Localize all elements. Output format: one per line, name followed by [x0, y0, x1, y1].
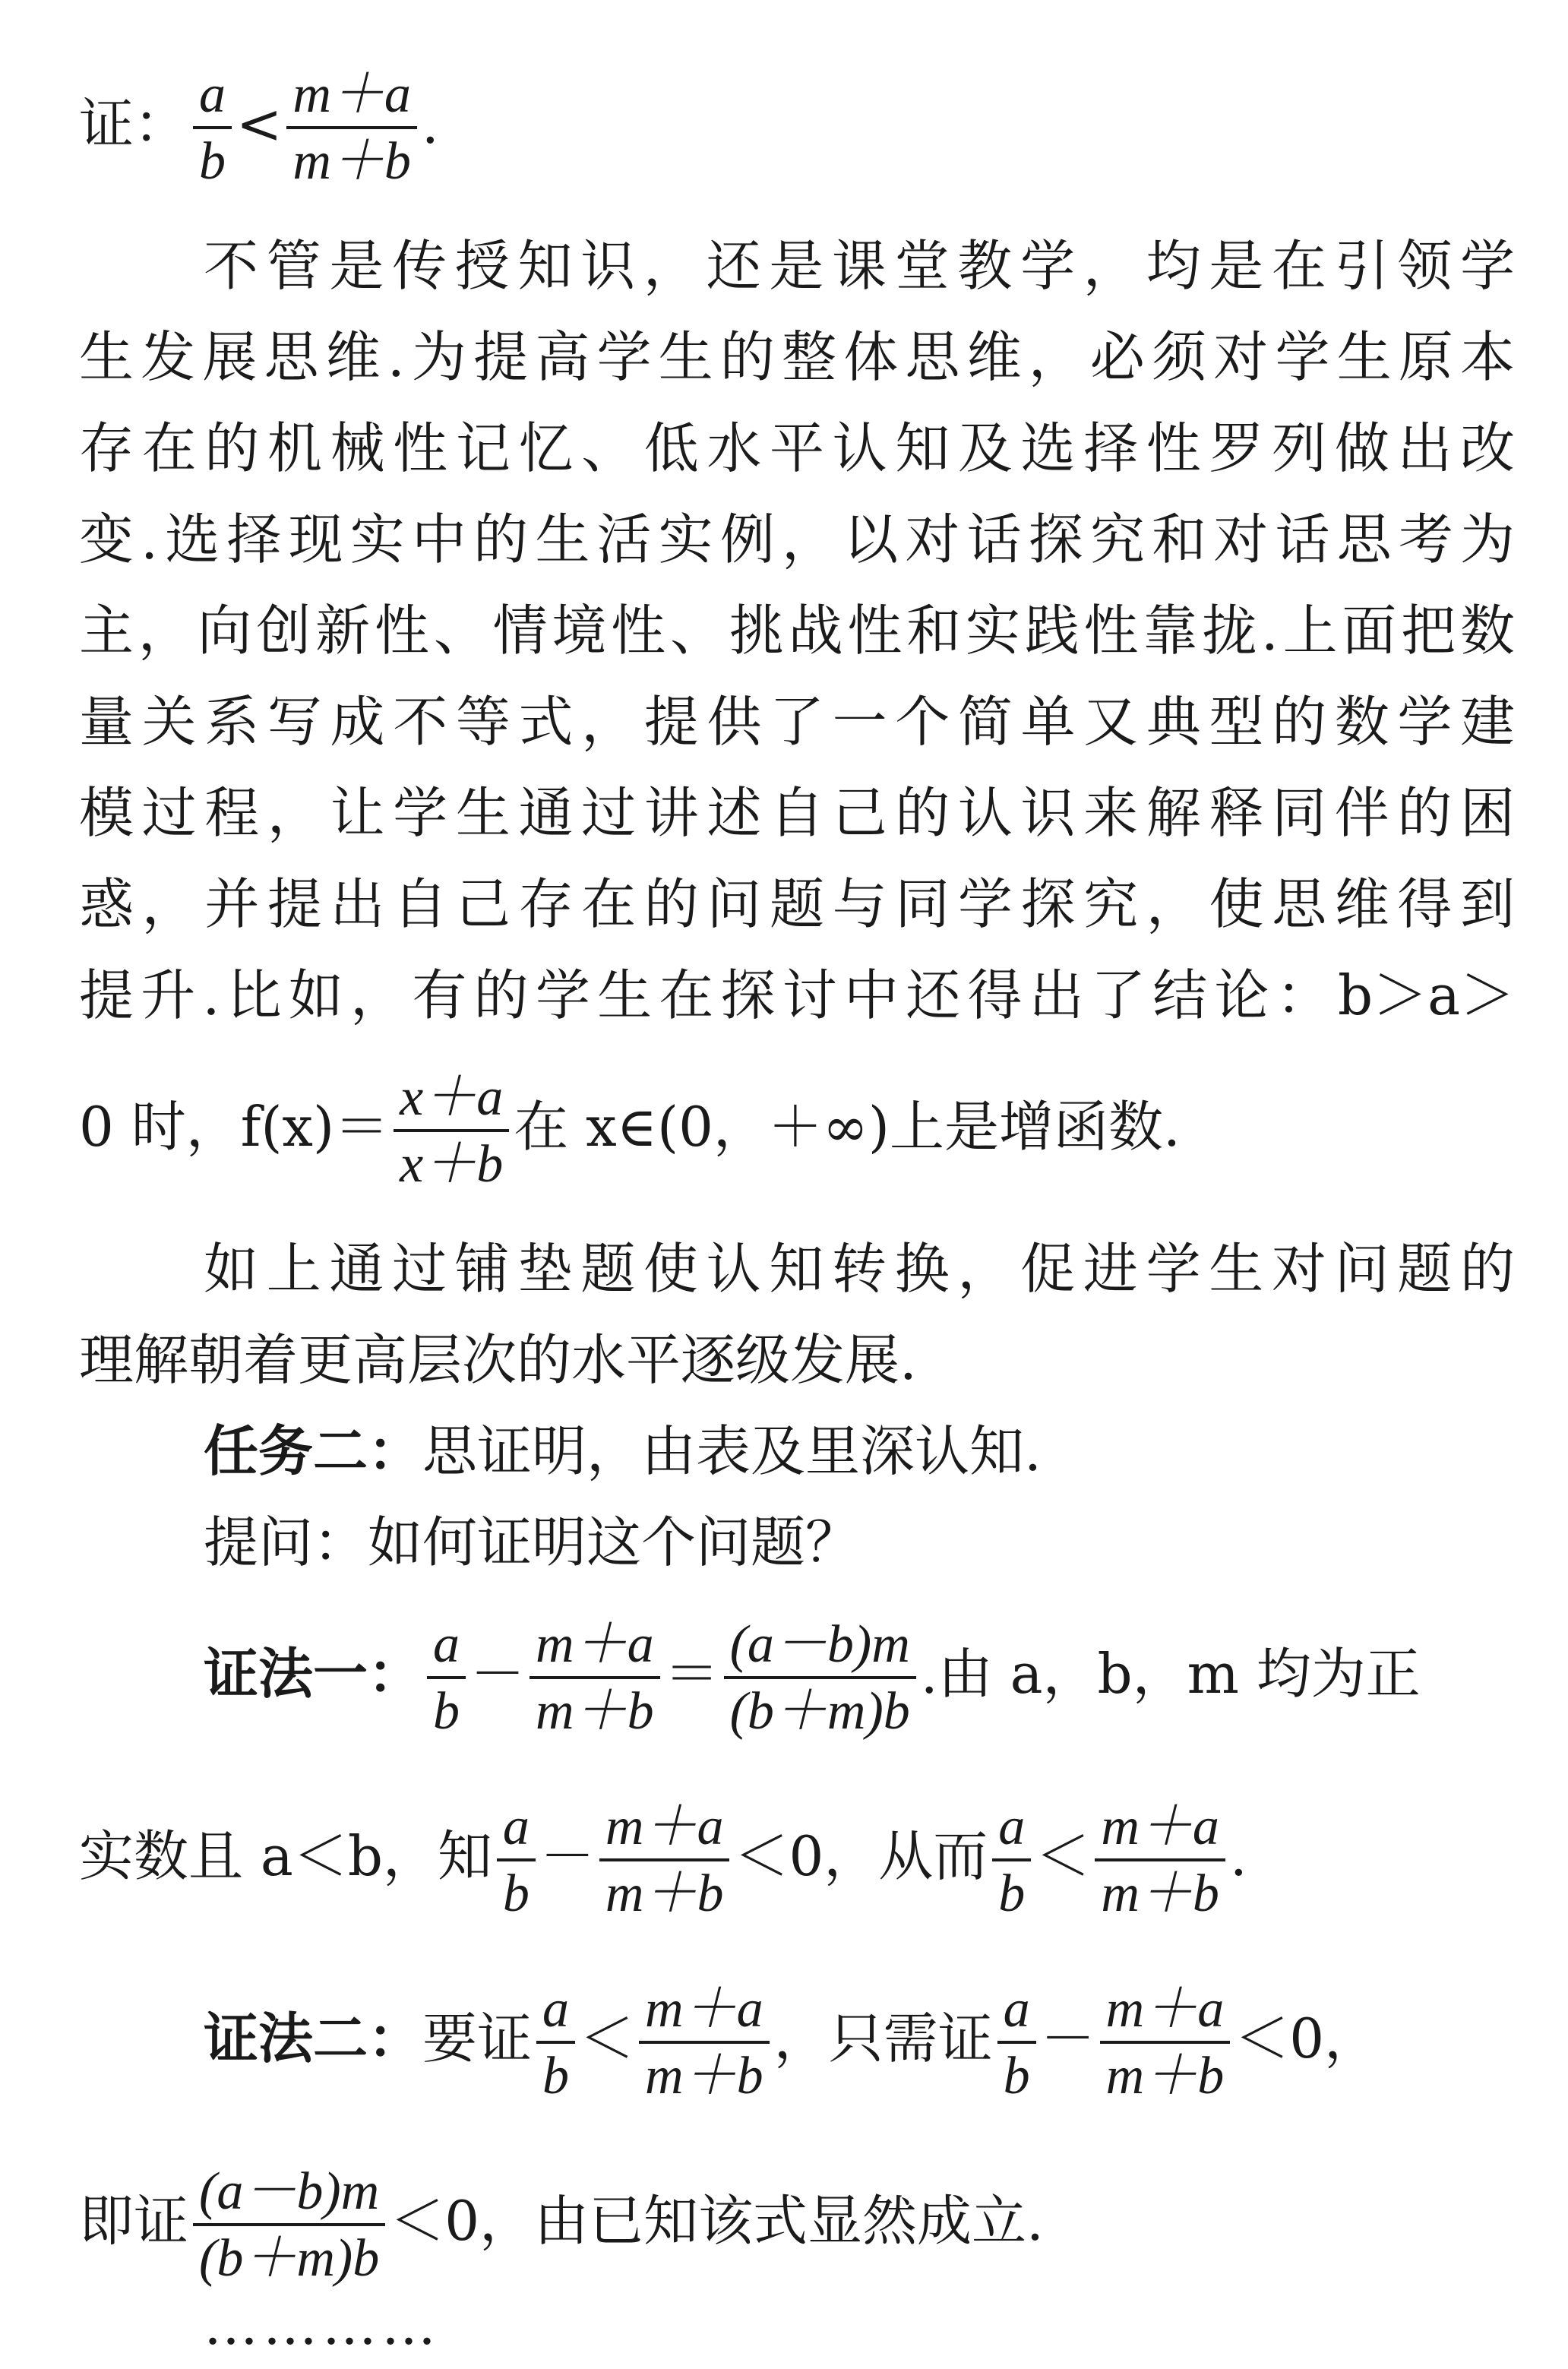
proof-label: 证法二： — [204, 2007, 423, 2070]
paragraph-line: 生发展思维.为提高学生的整体思维，必须对学生原本 — [79, 325, 1515, 389]
fraction: $\frac{m+a}{m+b}$ — [1100, 1983, 1231, 2103]
fraction: $\frac{a}{b}$ — [536, 1983, 575, 2103]
paragraph-line: 提升.比如，有的学生在探讨中还得出了结论：b＞a＞ — [79, 963, 1515, 1027]
question-line: 提问：如何证明这个问题？ — [204, 1510, 861, 1574]
paragraph-line: 如上通过铺垫题使认知转换，促进学生对问题的 — [204, 1237, 1515, 1301]
fraction: $\frac{m+a}{m+b}$ — [1095, 1801, 1225, 1921]
ellipsis: ………… — [204, 2293, 441, 2357]
label-text: 证： — [79, 92, 189, 156]
fraction: $\frac{m+a}{m+b}$ — [639, 1983, 770, 2103]
paragraph-line: 量关系写成不等式，提供了一个简单又典型的数学建 — [79, 690, 1515, 754]
fraction: $\frac{(a-b)m}{(b+m)b}$ — [724, 1618, 916, 1738]
proof-label: 证法一： — [204, 1642, 423, 1706]
paragraph-line: 主，向创新性、情境性、挑战性和实践性靠拢.上面把数 — [79, 599, 1515, 663]
proof-method-one: 证法一： $\frac{a}{b}$ － $\frac{m+a}{m+b}$ ＝ $\frac{(a-b)m}{(b+m)b}$ .由 a，b，m 均为正 — [204, 1615, 1421, 1741]
paragraph-line: 不管是传授知识，还是课堂教学，均是在引领学 — [204, 234, 1515, 298]
proof-method-one-continued: 实数且 a＜b，知 $\frac{a}{b}$ － $\frac{m+a}{m+b}$ ＜0，从而 $\frac{a}{b}$ ＜ $\frac{m+a}{m+b}$ . — [79, 1798, 1247, 1923]
task-label: 任务二： — [204, 1419, 423, 1483]
fraction: $\frac{(a-b)m}{(b+m)b}$ — [193, 2165, 385, 2285]
operator: < — [236, 92, 283, 156]
fraction: $\frac{a}{b}$ — [992, 1801, 1031, 1921]
paragraph-line: 惑，并提出自己存在的问题与同学探究，使思维得到 — [79, 872, 1515, 936]
fraction: $\frac{m+a}{m+b}$ — [599, 1801, 730, 1921]
proof-method-two: 证法二：要证 $\frac{a}{b}$ ＜ $\frac{m+a}{m+b}$ ，只需证 $\frac{a}{b}$ － $\frac{m+a}{m+b}$ ＜0， — [204, 1980, 1380, 2105]
paragraph-line: 理解朝着更高层次的水平逐级发展. — [79, 1328, 917, 1392]
paragraph-line: 模过程，让学生通过讲述自己的认识来解释同伴的困 — [79, 781, 1515, 845]
fraction: $\frac{a}{b}$ — [193, 68, 232, 188]
fraction: $\frac{m+a}{m+b}$ — [530, 1618, 660, 1738]
fraction: $\frac{a}{b}$ — [997, 1983, 1036, 2103]
fraction: $\frac{m+a}{m+b}$ — [286, 68, 417, 188]
fraction: $\frac{a}{b}$ — [497, 1801, 536, 1921]
paragraph-line: 变.选择现实中的生活实例，以对话探究和对话思考为 — [79, 508, 1515, 571]
task-heading: 任务二：思证明，由表及里深认知. — [204, 1419, 1042, 1483]
fraction: $\frac{x+a}{x+b}$ — [394, 1071, 509, 1191]
paragraph-line: 存在的机械性记忆、低水平认知及选择性罗列做出改 — [79, 416, 1515, 480]
function-statement: 0 时，f(x)＝ $\frac{x+a}{x+b}$ 在 x∈(0，＋∞)上是增函数. — [79, 1068, 1181, 1194]
proof-method-two-continued: 即证 $\frac{(a-b)m}{(b+m)b}$ ＜0，由已知该式显然成立. — [79, 2162, 1044, 2288]
proof-statement: 证： $\frac{a}{b}$ < $\frac{m+a}{m+b}$ . — [79, 65, 439, 191]
fraction: $\frac{a}{b}$ — [427, 1618, 466, 1738]
